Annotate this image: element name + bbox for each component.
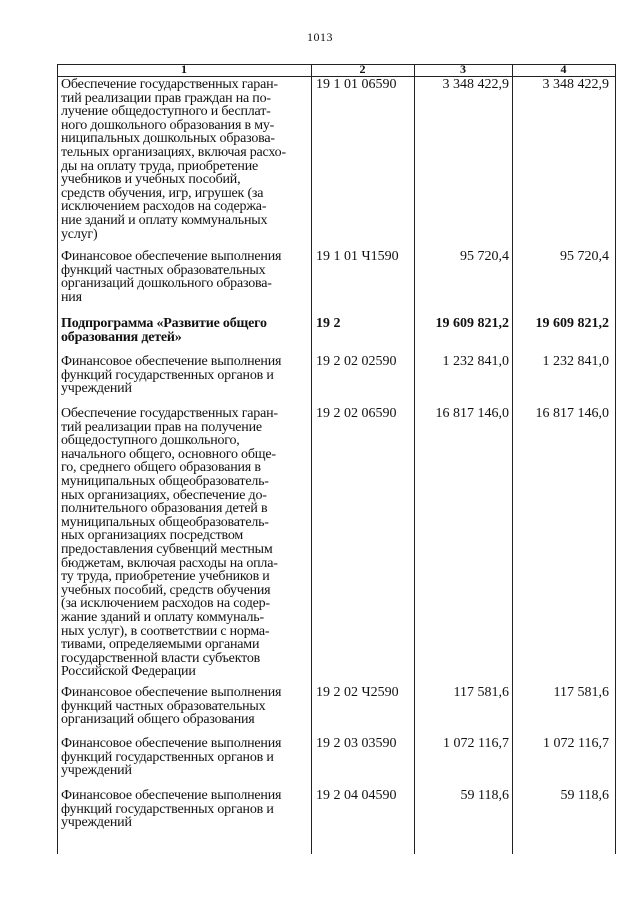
row-value-col4: 95 720,4 — [560, 249, 609, 264]
row-name: Финансовое обеспечение выполнения функций государственных органов и учреждений — [61, 736, 282, 779]
column-divider — [311, 64, 312, 854]
page-number: 1013 — [307, 30, 333, 44]
row-value-col3: 3 348 422,9 — [442, 77, 509, 92]
header-col-1: 1 — [181, 62, 187, 76]
row-value-col3: 19 609 821,2 — [435, 316, 509, 331]
row-name: Финансовое обеспечение выполнения функций частных образовательных организаций общего образования — [61, 685, 282, 728]
row-value-col4: 117 581,6 — [553, 685, 609, 700]
row-code: 19 2 02 02590 — [316, 354, 397, 369]
row-name: Подпрограмма «Развитие общего образования детей» — [61, 316, 267, 345]
row-value-col4: 16 817 146,0 — [535, 406, 609, 421]
row-code: 19 2 04 04590 — [316, 788, 397, 803]
row-name: Финансовое обеспечение выполнения функций государственных органов и учреждений — [61, 354, 282, 397]
row-name: Финансовое обеспечение выполнения функций частных образовательных организаций дошкольного образова- ния — [61, 249, 282, 305]
row-name: Финансовое обеспечение выполнения функций государственных органов и учреждений — [61, 788, 282, 831]
row-value-col4: 1 232 841,0 — [542, 354, 609, 369]
row-name: Обеспечение государственных гаран- тий реализации прав на получение общедоступного дошкольного, начального общего, основного обще- го, среднего общего образования в муниципальных общеобразователь- ных организациях, обеспечение до- полнительного образования детей в муниципальных общеобразователь- ных организациях посредством предоставления субвенций местным бюджетам, включая расходы на опла- ту труда, приобретение учебников и учебных пособий, средств обучения (за исключением расходов на содер- жание зданий и оплату коммуналь- ных услуг), в соответствии с норма- тивами, определяемыми органами государственной власти субъектов Российской Федерации — [61, 406, 278, 680]
row-value-col3: 1 072 116,7 — [443, 736, 509, 751]
row-name: Обеспечение государственных гаран- тий реализации прав граждан на по- лучение общедоступного и бесплат- ного дошкольного образования в му- ниципальных дошкольных образова- тельных организациях, включая расхо- ды на оплату труда, приобретение учебников и учебных пособий, средств обучения, игр, игрушек (за исключением расходов на содержа- ние зданий и оплату коммунальных услуг) — [61, 77, 286, 242]
column-divider — [414, 64, 415, 854]
header-col-4: 4 — [560, 62, 567, 76]
table-header — [57, 64, 616, 77]
budget-table — [57, 64, 616, 854]
row-code: 19 1 01 Ч1590 — [316, 249, 399, 264]
row-value-col3: 95 720,4 — [460, 249, 509, 264]
row-code: 19 2 03 03590 — [316, 736, 397, 751]
row-code: 19 2 — [316, 316, 341, 331]
header-col-2: 2 — [359, 62, 366, 76]
row-value-col3: 16 817 146,0 — [435, 406, 509, 421]
row-code: 19 2 02 06590 — [316, 406, 397, 421]
row-value-col4: 1 072 116,7 — [543, 736, 609, 751]
row-value-col4: 59 118,6 — [560, 788, 609, 803]
header-col-3: 3 — [460, 62, 466, 76]
column-divider — [615, 64, 616, 854]
column-divider — [512, 64, 513, 854]
row-value-col3: 1 232 841,0 — [442, 354, 509, 369]
row-value-col4: 3 348 422,9 — [542, 77, 609, 92]
row-code: 19 1 01 06590 — [316, 77, 397, 92]
row-value-col4: 19 609 821,2 — [535, 316, 609, 331]
column-divider — [57, 64, 58, 854]
row-value-col3: 117 581,6 — [453, 685, 509, 700]
row-value-col3: 59 118,6 — [460, 788, 509, 803]
row-code: 19 2 02 Ч2590 — [316, 685, 399, 700]
